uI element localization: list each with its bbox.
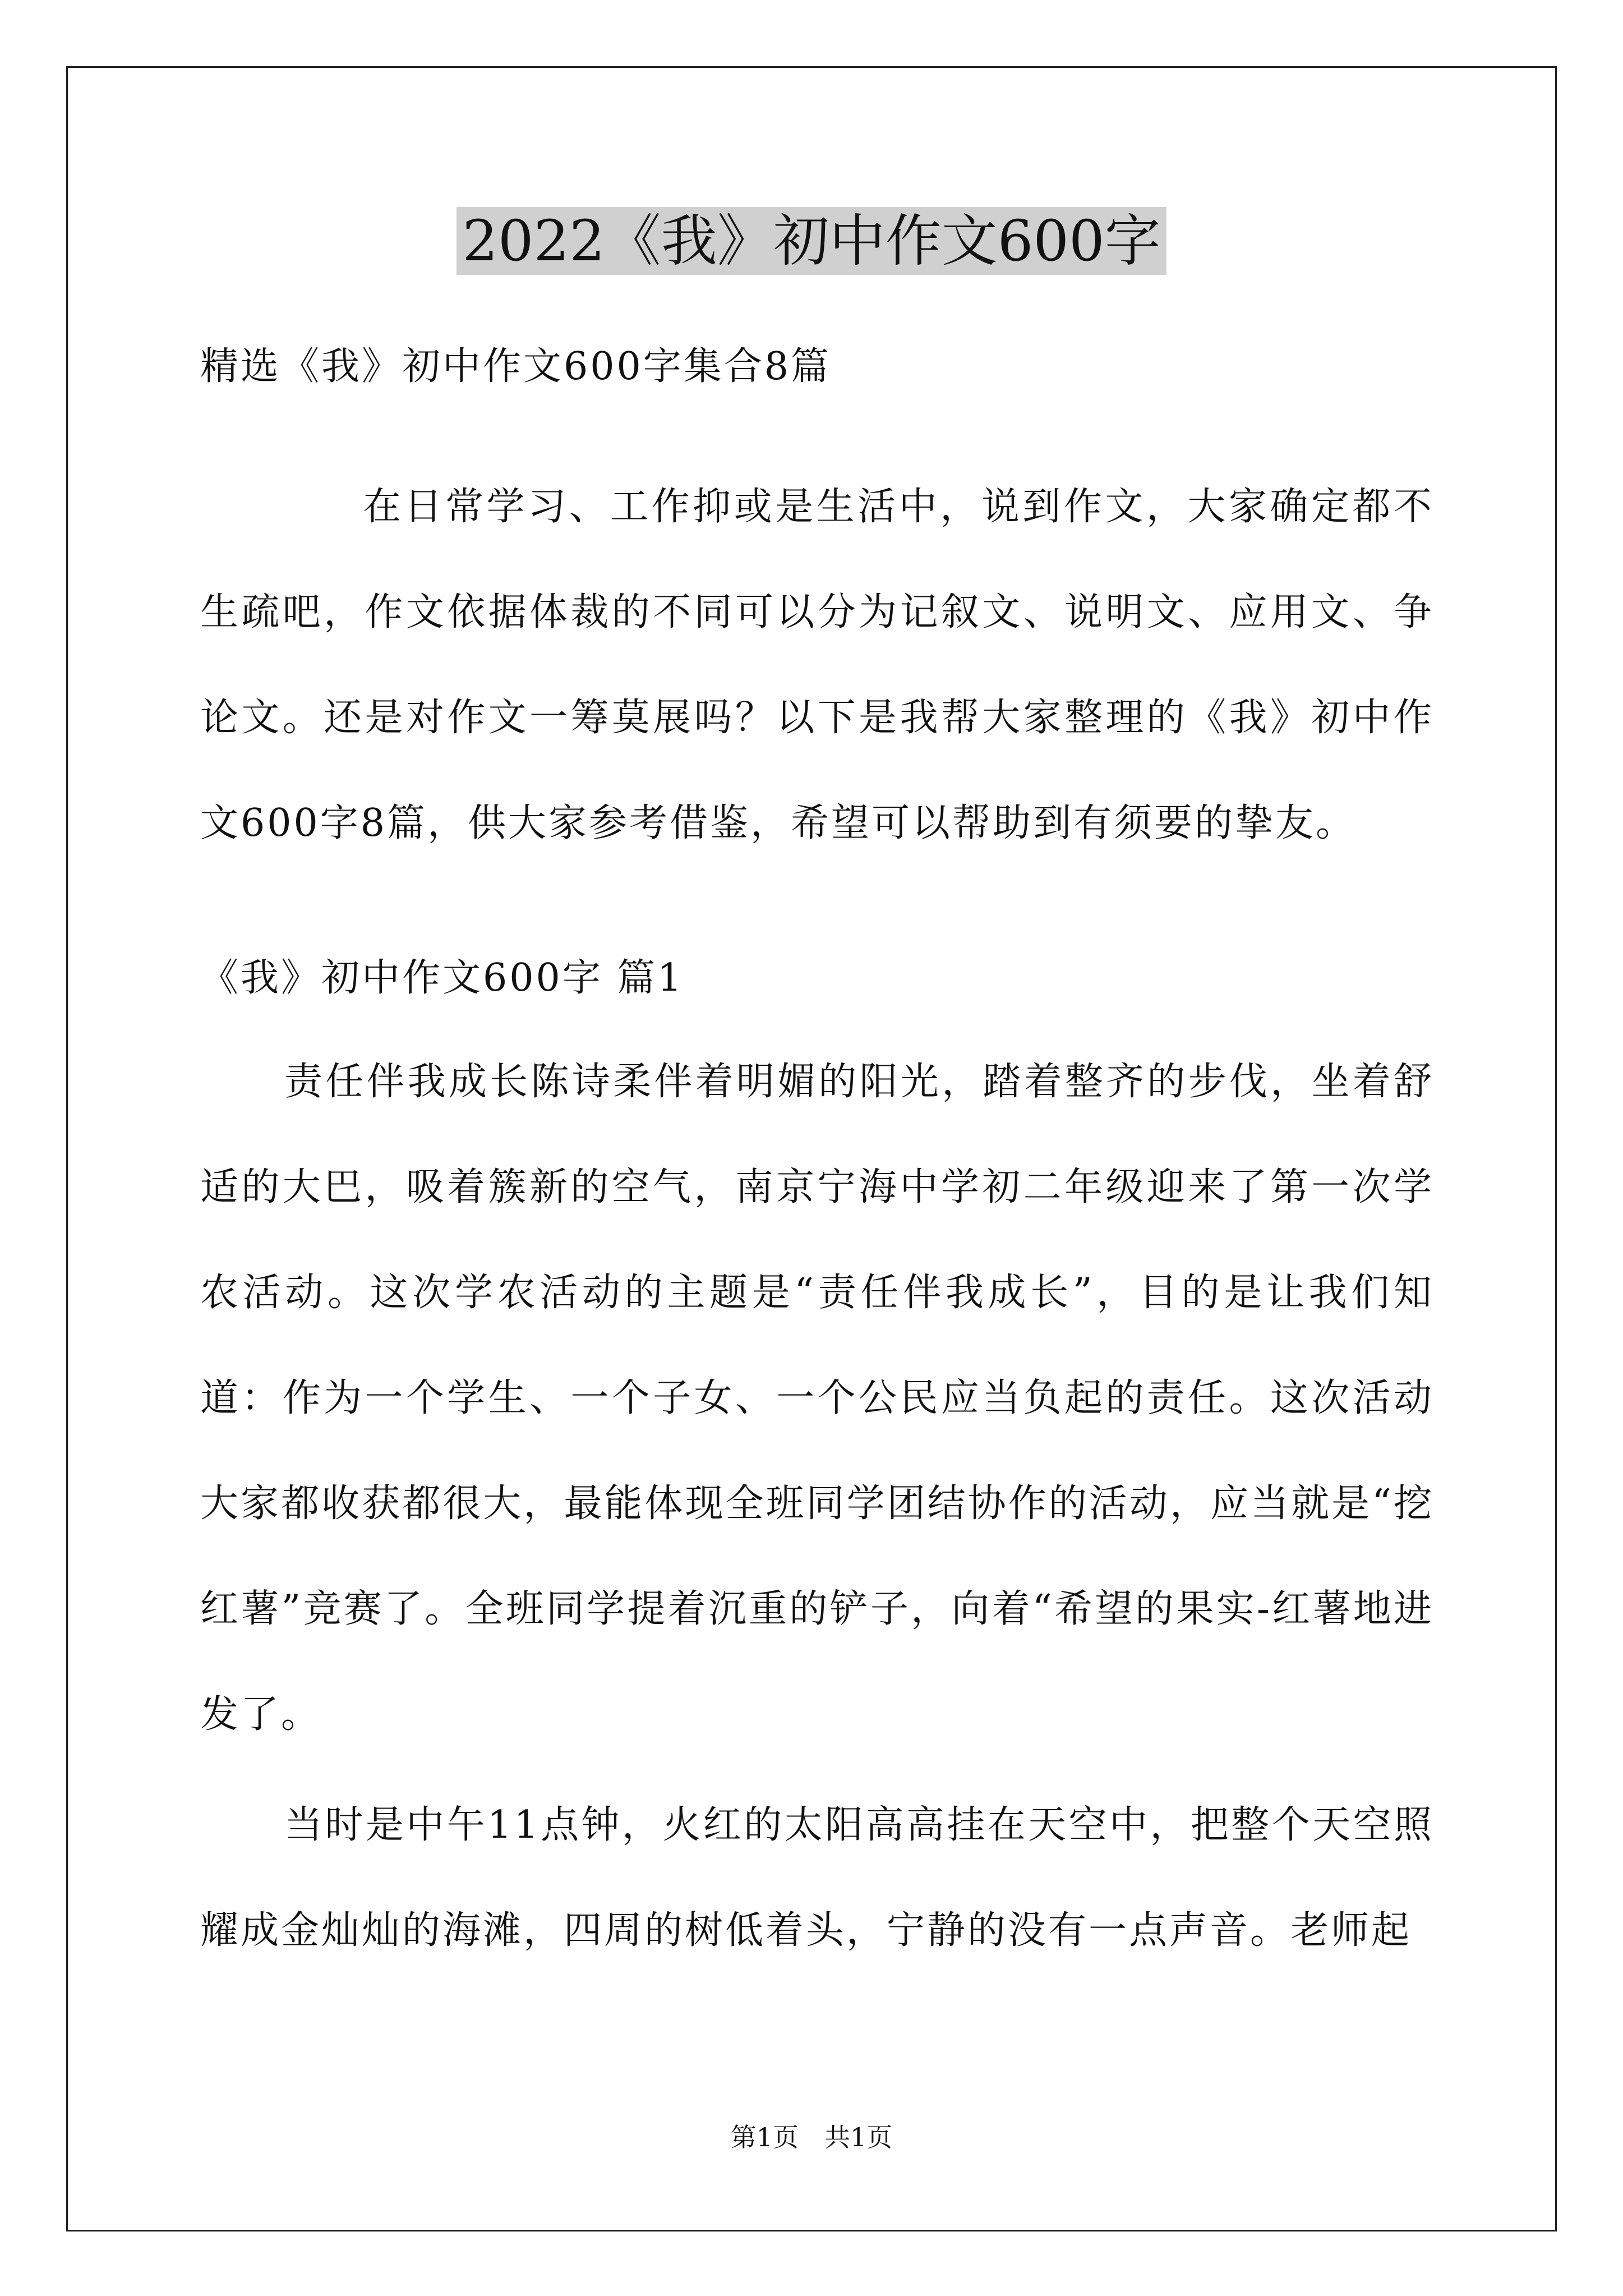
section-heading: 《我》初中作文600字 篇1 bbox=[200, 956, 684, 1000]
body-paragraph: 责任伴我成长陈诗柔伴着明媚的阳光，踏着整齐的步伐，坐着舒适的大巴，吸着簇新的空气，南京宁海中学初二年级迎来了第一次学农活动。这次学农活动的主题是“责任伴我成长”，目的是让我们知道：作为一个学生、一个子女、一个公民应当负起的责任。这次活动大家都收获都很大，最能体现全班同学团结协作的活动，应当就是“挖红薯”竞赛了。全班同学提着沉重的铲子，向着“希望的果实-红薯地进发了。 bbox=[200, 1060, 1434, 1737]
body-paragraph: 当时是中午11点钟，火红的太阳高高挂在天空中，把整个天空照耀成金灿灿的海滩，四周的树低着头，宁静的没有一点声音。老师起 bbox=[200, 1803, 1434, 1953]
document-subtitle: 精选《我》初中作文600字集合8篇 bbox=[200, 344, 832, 389]
document-title bbox=[0, 202, 1623, 280]
intro-paragraph: 在日常学习、工作抑或是生活中，说到作文，大家确定都不生疏吧，作文依据体裁的不同可以分为记叙文、说明文、应用文、争论文。还是对作文一筹莫展吗？以下是我帮大家整理的《我》初中作文600字8篇，供大家参考借鉴，希望可以帮助到有须要的挚友。 bbox=[200, 485, 1434, 845]
page-footer: 第1页 共1页 bbox=[730, 2122, 893, 2152]
document-title-text: 2022《我》初中作文600字 bbox=[457, 207, 1166, 275]
